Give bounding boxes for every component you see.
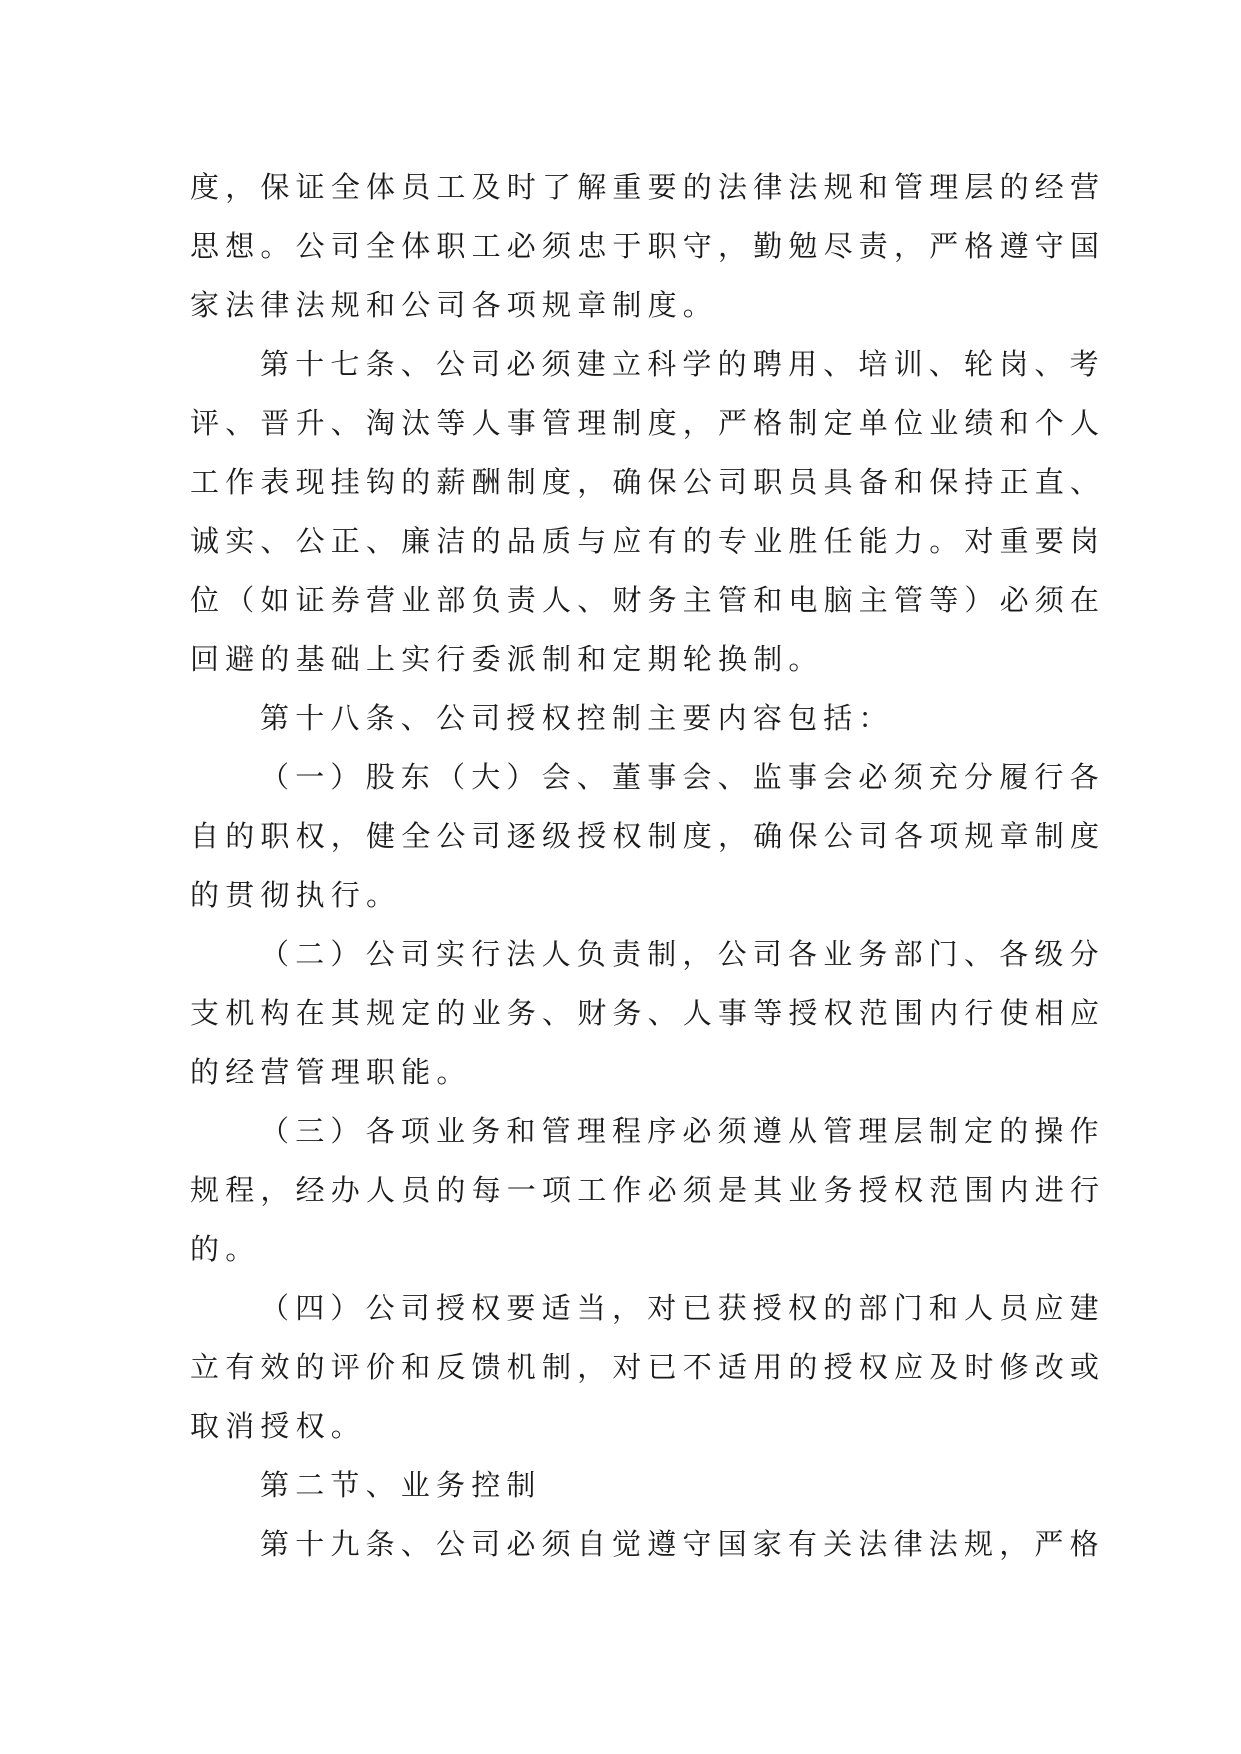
paragraph-article-18 — [190, 689, 1070, 748]
section-heading — [190, 1456, 1070, 1515]
paragraph-item-1 — [190, 748, 1106, 925]
text-line: 家法律法规和公司各项规章制度。 — [190, 288, 719, 322]
text-line: 诚实、公正、廉洁的品质与应有的专业胜任能力。对重要岗 — [190, 524, 1106, 558]
paragraph-continuation — [190, 158, 1106, 335]
text-line: 第二节、业务控制 — [260, 1468, 542, 1502]
paragraph-article-17 — [190, 335, 1106, 689]
text-line: （四）公司授权要适当，对已获授权的部门和人员应建 — [260, 1291, 1105, 1325]
text-line: 自的职权，健全公司逐级授权制度，确保公司各项规章制度 — [190, 819, 1106, 853]
text-line: （一）股东（大）会、董事会、监事会必须充分履行各 — [260, 760, 1105, 794]
text-line: （三）各项业务和管理程序必须遵从管理层制定的操作 — [260, 1114, 1105, 1148]
text-line: 第十八条、公司授权控制主要内容包括： — [260, 701, 894, 735]
text-line: 立有效的评价和反馈机制，对已不适用的授权应及时修改或 — [190, 1350, 1106, 1384]
text-line: 度，保证全体员工及时了解重要的法律法规和管理层的经营 — [190, 170, 1106, 204]
text-line: 第十九条、公司必须自觉遵守国家有关法律法规，严格 — [260, 1527, 1105, 1561]
text-line: 第十七条、公司必须建立科学的聘用、培训、轮岗、考 — [260, 347, 1105, 381]
text-line: 支机构在其规定的业务、财务、人事等授权范围内行使相应 — [190, 996, 1106, 1030]
paragraph-item-3 — [190, 1102, 1106, 1279]
document-body — [190, 158, 1106, 1574]
text-line: 位（如证券营业部负责人、财务主管和电脑主管等）必须在 — [190, 583, 1106, 617]
paragraph-article-19 — [190, 1515, 1105, 1574]
text-line: 回避的基础上实行委派制和定期轮换制。 — [190, 642, 824, 676]
text-line: 工作表现挂钩的薪酬制度，确保公司职员具备和保持正直、 — [190, 465, 1106, 499]
text-line: 的经营管理职能。 — [190, 1055, 472, 1089]
text-line: 的。 — [190, 1232, 261, 1266]
text-line: 取消授权。 — [190, 1409, 367, 1443]
paragraph-item-2 — [190, 925, 1106, 1102]
text-line: 的贯彻执行。 — [190, 878, 402, 912]
text-line: 评、晋升、淘汰等人事管理制度，严格制定单位业绩和个人 — [190, 406, 1106, 440]
text-line: （二）公司实行法人负责制，公司各业务部门、各级分 — [260, 937, 1105, 971]
paragraph-item-4 — [190, 1279, 1106, 1456]
text-line: 思想。公司全体职工必须忠于职守，勤勉尽责，严格遵守国 — [190, 229, 1106, 263]
text-line: 规程，经办人员的每一项工作必须是其业务授权范围内进行 — [190, 1173, 1106, 1207]
